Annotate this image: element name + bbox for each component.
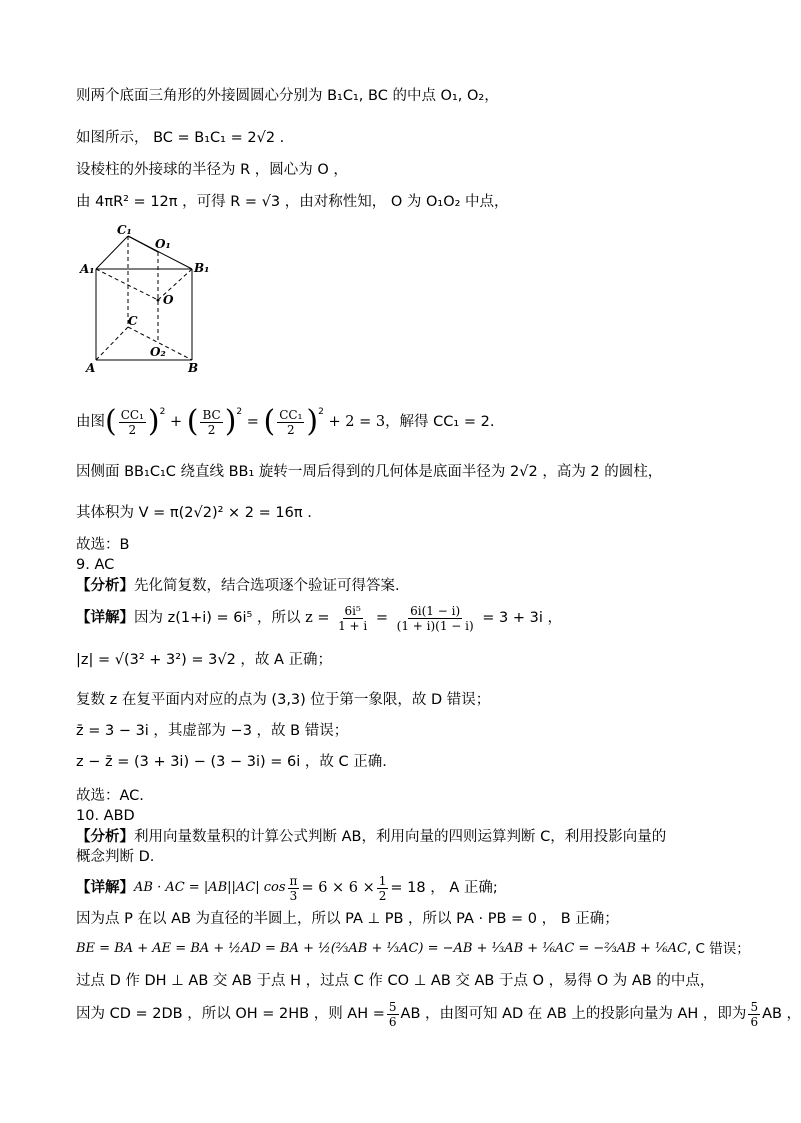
vector-equation-line: BE = BA + AE = BA + ½AD = BA + ½(⅔AB + ⅓AC) = −AB + ⅓AB + ⅙AC = −⅔AB + ⅙AC , C 错误； xyxy=(76,941,750,957)
detail-line: 【详解】 因为 z(1+i) = 6i⁵ ，所以 z = $\frac{\text{6i⁵}}{1 + i}$ = $\frac{6i(1 - i)}{(1 + i)(1 - i)}$ = 3 + 3i ， xyxy=(76,603,563,633)
text-line: 复数 z 在复平面内对应的点为 (3,3) 位于第一象限，故 D 错误； xyxy=(76,692,491,708)
detail-line: 因为 CD = 2DB ，所以 OH = 2HB ，则 AH = $\frac{5}{6}$ AB ，由图可知 AD 在 AB 上的投影向量为 AH ，即为 $\frac{5}{6}$ AB ， xyxy=(76,999,801,1029)
text-line: 故选：AC. xyxy=(76,788,144,804)
text-line: 因侧面 BB₁C₁C 绕直线 BB₁ 旋转一周后得到的几何体是底面半径为 2√2 ，高为 2 的圆柱， xyxy=(76,464,663,480)
text-line: z̄ = 3 − 3i ，其虚部为 −3 ，故 B 错误； xyxy=(76,723,349,739)
text-line: 由 4πR² = 12π ，可得 R = √3 ，由对称性知， O 为 O₁O₂ 中点， xyxy=(76,194,509,210)
text-line: 概念判断 D. xyxy=(76,849,155,865)
fraction: $\frac{\text{CC₁}}{2}$ xyxy=(120,407,144,437)
prism-figure xyxy=(80,222,210,378)
label-b1: B₁ xyxy=(194,261,210,275)
analysis-line: 【分析】利用向量数量积的计算公式判断 AB，利用向量的四则运算判断 C，利用投影向量的 xyxy=(76,829,667,845)
text-line: z − z̄ = (3 + 3i) − (3 − 3i) = 6i ，故 C 正确. xyxy=(76,754,387,770)
label-a: A xyxy=(86,361,96,375)
text-line: 设棱柱的外接球的半径为 R ，圆心为 O ， xyxy=(76,162,348,178)
fraction: $\frac{5}{6}$ xyxy=(750,999,759,1029)
label-c: C xyxy=(128,314,138,328)
label-o2: O₂ xyxy=(150,345,166,359)
fraction: $\frac{BC}{2}$ xyxy=(202,407,221,437)
label-o1: O₁ xyxy=(155,237,171,251)
question-number: 9. AC xyxy=(76,557,115,573)
label-c1: C₁ xyxy=(117,223,132,237)
label-b: B xyxy=(188,361,199,375)
label-o: O xyxy=(163,293,174,307)
fraction: $\frac{6i(1 - i)}{(1 + i)(1 - i)}$ xyxy=(396,603,474,633)
text-line: 故选：B xyxy=(76,537,130,553)
fraction: $\frac{5}{6}$ xyxy=(388,999,397,1029)
fraction: $\frac{\text{6i⁵}}{1 + i}$ xyxy=(338,603,368,633)
analysis-line: 【分析】先化简复数，结合选项逐个验证可得答案. xyxy=(76,578,400,594)
text-line: 如图所示， BC = B₁C₁ = 2√2 . xyxy=(76,130,285,146)
text-line: |z| = √(3² + 3²) = 3√2 ，故 A 正确； xyxy=(76,652,333,668)
detail-line: 【详解】 AB · AC = |AB||AC| cos $\frac{\pi}{3}$ = 6 × 6 × $\frac{1}{2}$ = 18 ， A 正确; xyxy=(76,873,498,903)
text-line: 过点 D 作 DH ⊥ AB 交 AB 于点 H ，过点 C 作 CO ⊥ AB 交 AB 于点 O ，易得 O 为 AB 的中点， xyxy=(76,973,715,989)
label-a1: A₁ xyxy=(80,262,95,276)
question-number: 10. ABD xyxy=(76,808,135,824)
fraction: $\frac{1}{2}$ xyxy=(378,873,387,903)
text-line: 则两个底面三角形的外接圆圆心分别为 B₁C₁, BC 的中点 O₁, O₂， xyxy=(76,88,499,104)
fraction: $\frac{\text{CC₁}}{2}$ xyxy=(279,407,303,437)
text-line: 其体积为 V = π(2√2)² × 2 = 16π . xyxy=(76,505,312,521)
equation-line: 由图 ( $\frac{\text{CC₁}}{2}$ ) $^2$ + ( $\frac{BC}{2}$ ) $^2$ = ( $\frac{\text{CC₁}}{2}$ ) $^2$ + 2 = 3 ，解得 CC₁ = 2. xyxy=(76,404,495,439)
text-line: 因为点 P 在以 AB 为直径的半圆上，所以 PA ⊥ PB ，所以 PA · PB = 0 ， B 正确； xyxy=(76,911,619,927)
fraction: $\frac{\pi}{3}$ xyxy=(289,873,298,903)
